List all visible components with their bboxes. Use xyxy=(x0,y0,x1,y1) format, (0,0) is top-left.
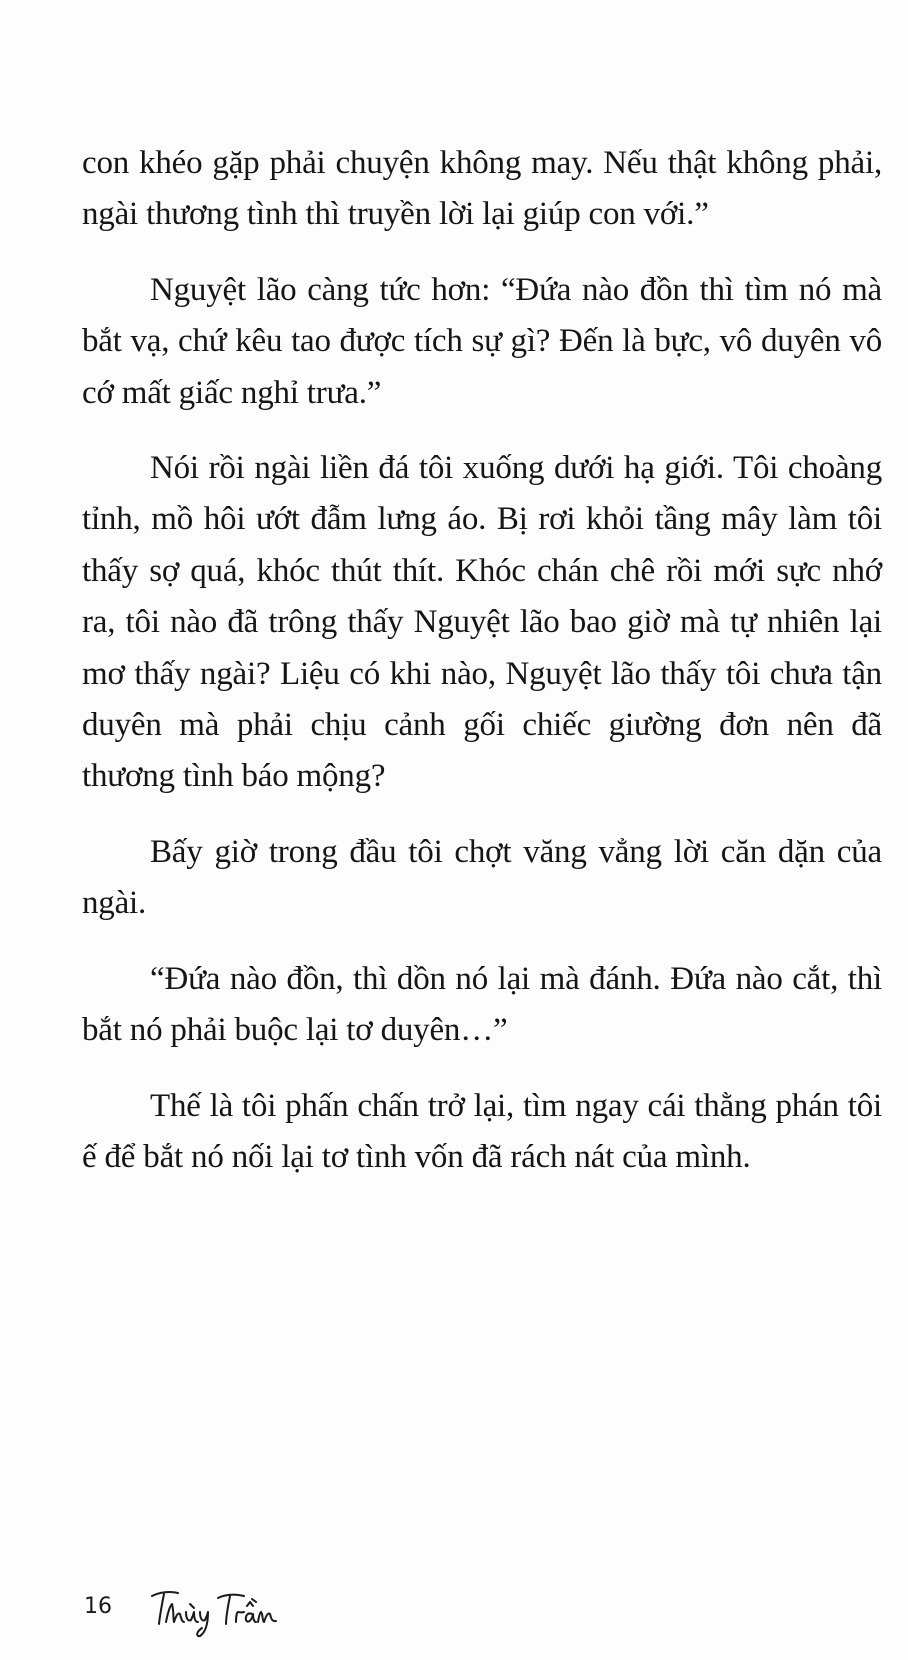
body-text xyxy=(82,138,882,1207)
paragraph-3: Nói rồi ngài liền đá tôi xuống dưới hạ giới. Tôi choàng tỉnh, mồ hôi ướt đẫm lưng áo. Bị rơi khỏi tầng mây làm tôi thấy sợ quá, khóc thút thít. Khóc chán chê rồi mới sực nhớ ra, tôi nào đã trông thấy Nguyệt lão bao giờ mà tự nhiên lại mơ thấy ngài? Liệu có khi nào, Nguyệt lão thấy tôi chưa tận duyên mà phải chịu cảnh gối chiếc giường đơn nên đã thương tình báo mộng? xyxy=(82,450,882,795)
paragraph-6: Thế là tôi phấn chấn trở lại, tìm ngay cái thằng phán tôi ế để bắt nó nối lại tơ tình vốn đã rách nát của mình. xyxy=(82,1087,882,1175)
paragraph-4: Bấy giờ trong đầu tôi chợt văng vẳng lời căn dặn của ngài. xyxy=(82,833,882,922)
paragraph-2: Nguyệt lão càng tức hơn: “Đứa nào đồn thì tìm nó mà bắt vạ, chứ kêu tao được tích sự gì? Đến là bực, vô duyên vô cớ mất giấc nghỉ trưa.” xyxy=(82,271,882,411)
page-footer xyxy=(84,1590,384,1640)
paragraph-5: “Đứa nào đồn, thì dồn nó lại mà đánh. Đứa nào cắt, thì bắt nó phải buộc lại tơ duyên…” xyxy=(82,960,882,1049)
page-number: 16 xyxy=(84,1594,112,1619)
author-signature xyxy=(148,1582,288,1638)
paragraph-1: con khéo gặp phải chuyện không may. Nếu thật không phải, ngài thương tình thì truyền lời lại giúp con với.” xyxy=(82,145,882,233)
